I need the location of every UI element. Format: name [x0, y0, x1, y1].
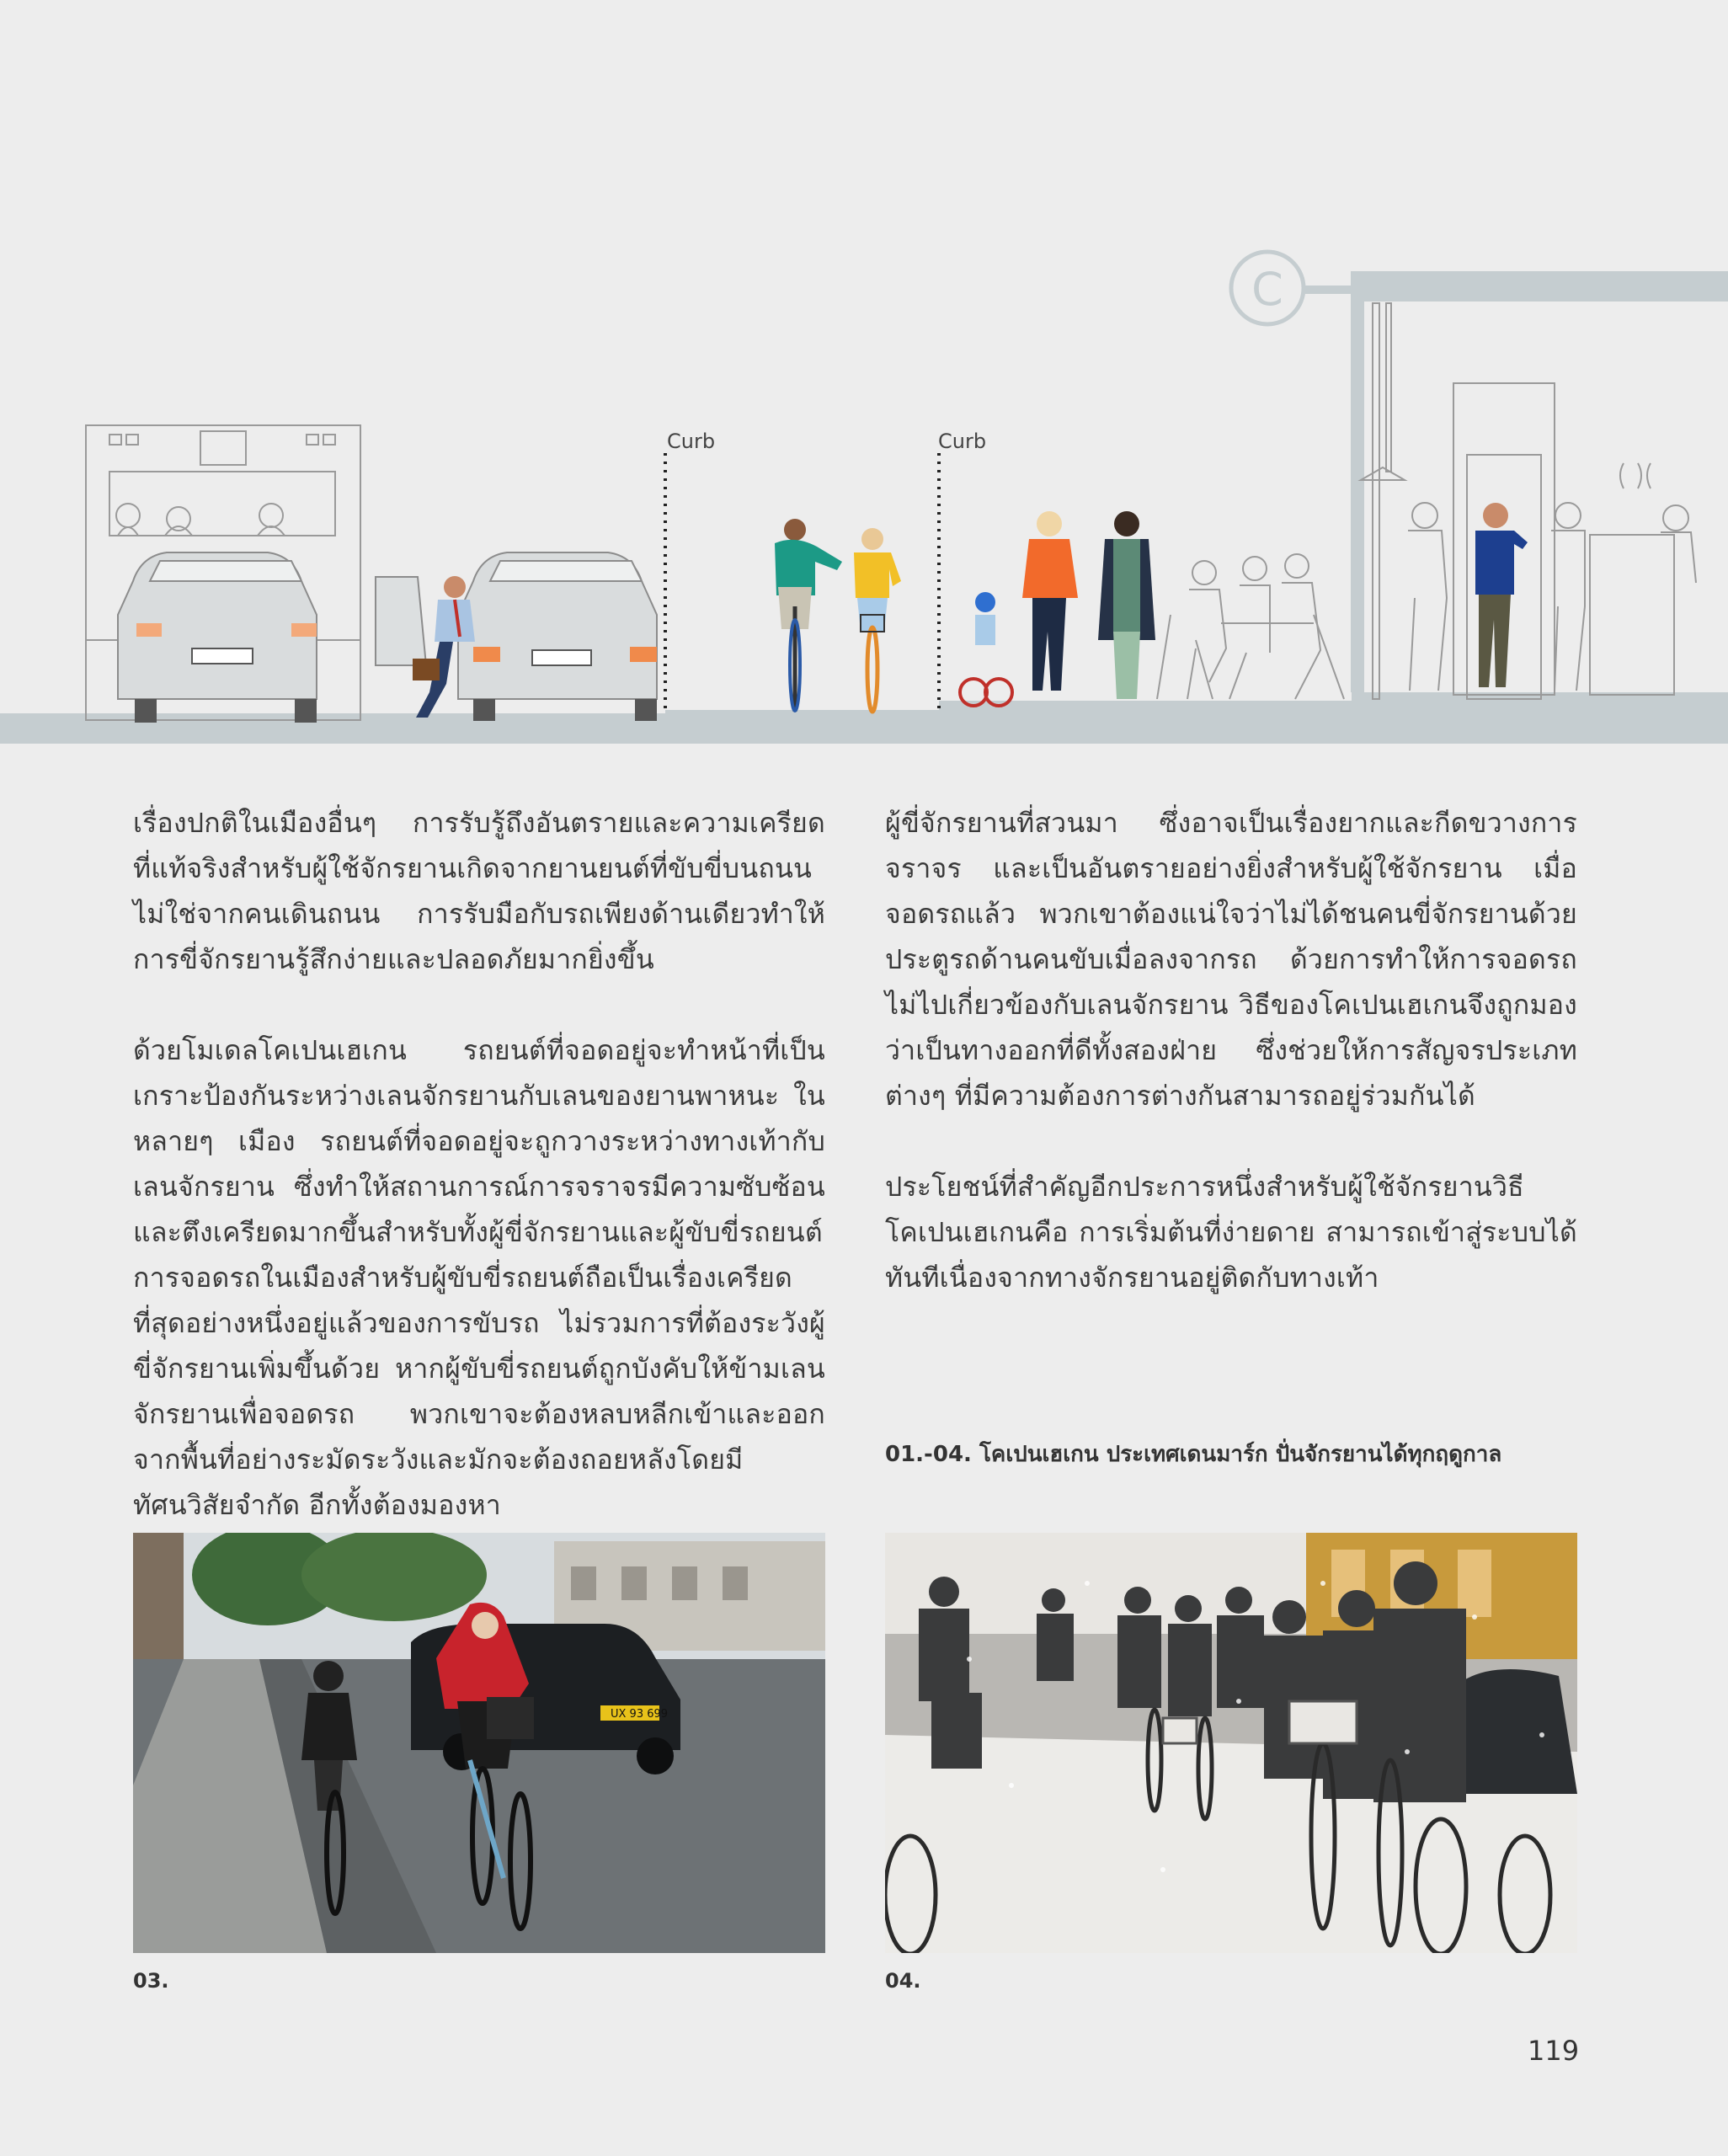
pedestrian-green-coat [1098, 511, 1155, 699]
body-paragraph: ผู้ขี่จักรยานที่สวนมา ซึ่งอาจเป็นเรื่องยากและกีดขวางการจราจร และเป็นอันตรายอย่างยิ่งสำหรับผู้ใช้จักรยาน เมื่อจอดรถแล้ว พวกเขาต้องแน่ใจว่าไม่ได้ชนคนขี่จักรยานด้วยประตูรถด้านคนขับเมื่อลงจากรถ ด้วยการทำให้การจอดรถไม่ไปเกี่ยวข้องกับเลนจักรยาน วิธีของโคเปนเฮเกนจึงถูกมองว่าเป็นทางออกที่ดีทั้งสองฝ่าย ซึ่งช่วยให้การสัญจรประเภทต่างๆ ที่มีความต้องการต่างกันสามารถอยู่ร่วมกันได้ [885, 807, 1577, 1112]
photo-rainy-cyclists [133, 1533, 825, 1953]
body-text-right-column [885, 800, 1577, 1346]
body-paragraph: เรื่องปกติในเมืองอื่นๆ การรับรู้ถึงอันตรายและความเครียดที่แท้จริงสำหรับผู้ใช้จักรยานเกิดจากยานยนต์ที่ขับขี่บนถนน ไม่ใช่จากคนเดินถนน การรับมือกับรถเพียงด้านเดียวทำให้การขี่จักรยานรู้สึกง่ายและปลอดภัยมากยิ่งขึ้น [133, 807, 825, 975]
ground [0, 692, 1728, 744]
cafe-building [1351, 271, 1728, 699]
photo-label-03: 03. [133, 1969, 169, 1993]
cafe-sign [1231, 252, 1351, 324]
car-front-view-1 [118, 552, 317, 723]
photo-label-04: 04. [885, 1969, 921, 1993]
svg-text:C: C [1251, 263, 1283, 316]
curb-label-2: Curb [938, 430, 987, 453]
photo-snowy-cyclists [885, 1533, 1577, 1953]
svg-text:UX 93 699: UX 93 699 [611, 1708, 669, 1721]
cyclist-green-jacket [775, 519, 842, 712]
curb-label-1: Curb [667, 430, 716, 453]
child-on-bike [960, 592, 1012, 706]
body-paragraph: ด้วยโมเดลโคเปนเฮเกน รถยนต์ที่จอดอยู่จะทำหน้าที่เป็นเกราะป้องกันระหว่างเลนจักรยานกับเลนของยานพาหนะ ในหลายๆ เมือง รถยนต์ที่จอดอยู่จะถูกวางระหว่างทางเท้ากับเลนจักรยาน ซึ่งทำให้สถานการณ์การจราจรมีความซับซ้อนและตึงเครียดมากขึ้นสำหรับทั้งผู้ขี่จักรยานและผู้ขับขี่รถยนต์ การจอดรถในเมืองสำหรับผู้ขับขี่รถยนต์ถือเป็นเรื่องเครียดที่สุดอย่างหนึ่งอยู่แล้วของการขับรถ ไม่รวมการที่ต้องระวังผู้ขี่จักรยานเพิ่มขึ้นด้วย หากผู้ขับขี่รถยนต์ถูกบังคับให้ข้ามเลนจักรยานเพื่อจอดรถ พวกเขาจะต้องหลบหลีกเข้าและออกจากพื้นที่อย่างระมัดระวังและมักจะต้องถอยหลังโดยมีทัศนวิสัยจำกัด อีกทั้งต้องมองหา [133, 1034, 825, 1521]
cafe-people-outline [1157, 554, 1344, 699]
car-front-view-2 [376, 552, 657, 721]
pedestrian-orange-jacket [1022, 511, 1078, 691]
cyclist-yellow-jacket [854, 528, 901, 712]
cafe-staff-outline [1408, 463, 1696, 691]
figure-caption: 01.-04. โคเปนเฮเกน ประเทศเดนมาร์ก ปั่นจักรยานได้ทุกฤดูกาล [885, 1442, 1502, 1467]
man-on-phone [1475, 503, 1528, 687]
page-number: 119 [1528, 2035, 1580, 2067]
street-section-diagram [0, 0, 1728, 758]
body-paragraph: ประโยชน์ที่สำคัญอีกประการหนึ่งสำหรับผู้ใช้จักรยานวิธีโคเปนเฮเกนคือ การเริ่มต้นที่ง่ายดาย สามารถเข้าสู่ระบบได้ทันทีเนื่องจากทางจักรยานอยู่ติดกับทางเท้า [885, 1171, 1577, 1294]
body-text-left-column [133, 800, 825, 1573]
